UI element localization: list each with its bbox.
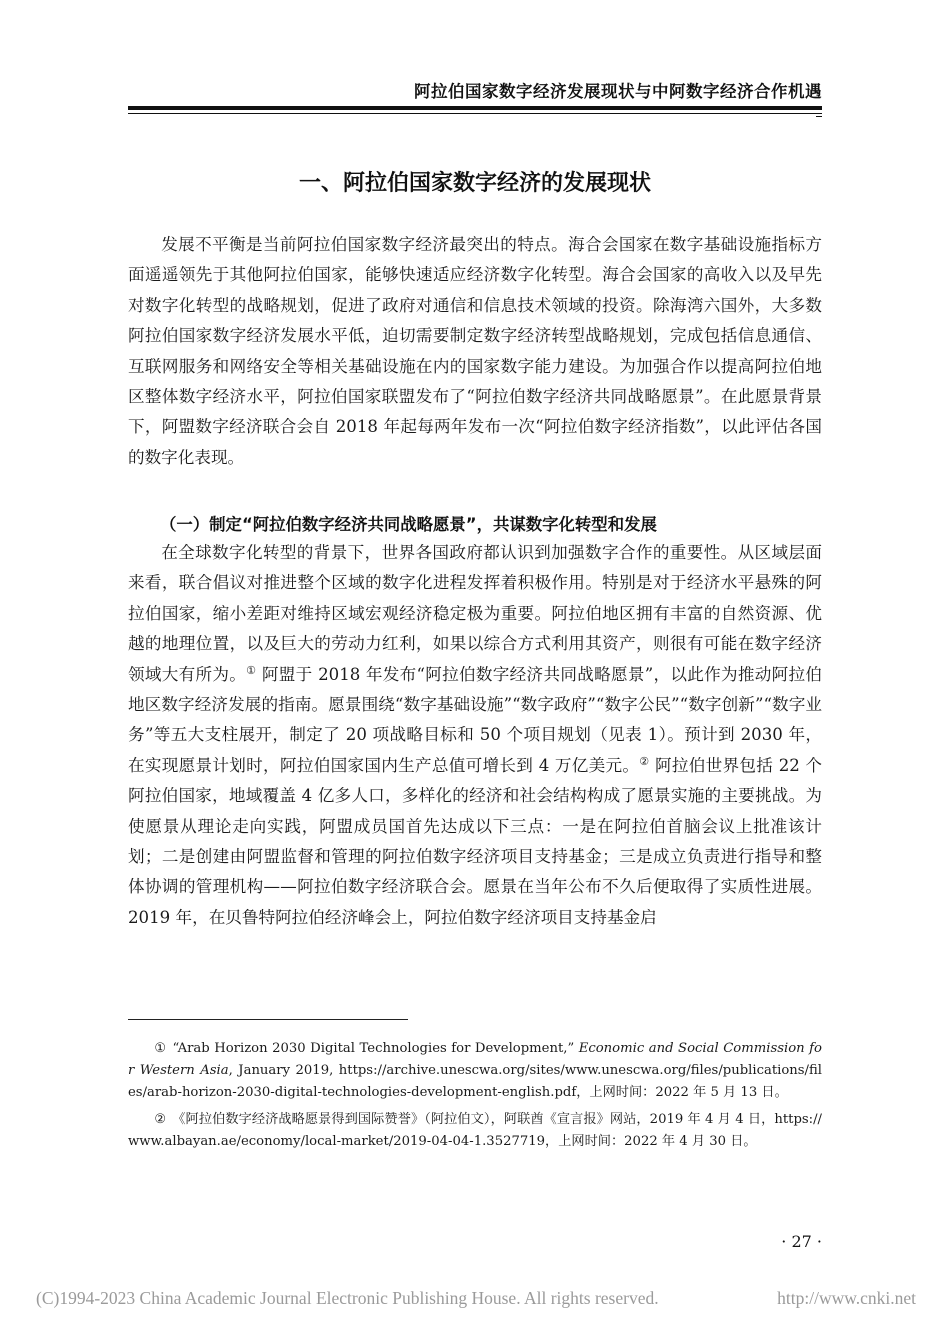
footnote-ref-2[interactable]: ② <box>639 754 650 768</box>
copyright-footer <box>36 1288 916 1309</box>
footer-url[interactable]: http://www.cnki.net <box>777 1288 916 1308</box>
copyright-text: (C)1994-2023 China Academic Journal Electronic Publishing House. All rights reserved. <box>36 1288 659 1308</box>
paragraph-1 <box>128 230 822 473</box>
paragraph-2-part-a: 在全球数字化转型的背景下，世界各国政府都认识到加强数字合作的重要性。从区域层面来看，联合倡议对推进整个区域的数字化进程发挥着积极作用。特别是对于经济水平悬殊的阿拉伯国家，缩小差距对维持区域宏观经济稳定极为重要。阿拉伯地区拥有丰富的自然资源、优越的地理位置，以及巨大的劳动力红利，如果以综合方式利用其资产，则很有可能在数字经济领域大有所为。 <box>128 543 822 684</box>
running-header-title: 阿拉伯国家数字经济发展现状与中阿数字经济合作机遇 <box>414 82 822 101</box>
paragraph-2-text <box>128 538 822 933</box>
paragraph-2-part-c: 阿拉伯世界包括 22 个阿拉伯国家，地域覆盖 4 亿多人口，多样化的经济和社会结构构成了愿景实施的主要挑战。为使愿景从理论走向实践，阿盟成员国首先达成以下三点：一是在阿拉伯首脑会议上批准该计划；二是创建由阿盟监督和管理的阿拉伯数字经济项目支持基金；三是成立负责进行指导和整体协调的管理机构——阿拉伯数字经济联合会。愿景在当年公布不久后便取得了实质性进展。2019 年，在贝鲁特阿拉伯经济峰会上，阿拉伯数字经济项目支持基金启 <box>128 755 822 927</box>
footnote-1-source: Economic and Social Commission for Western Asia <box>128 1041 822 1078</box>
page-number: · 27 · <box>781 1232 822 1251</box>
footnote-1-text-b: , January 2019, https://archive.unescwa.org/sites/www.unescwa.org/files/publications/files/arab-horizon-2030-digital-technologies-development-english.pdf，上网时间：2022 年 5 月 13 日。 <box>128 1063 822 1100</box>
paragraph-1-text: 发展不平衡是当前阿拉伯国家数字经济最突出的特点。海合会国家在数字基础设施指标方面遥遥领先于其他阿拉伯国家，能够快速适应经济数字化转型。海合会国家的高收入以及早先对数字化转型的战略规划，促进了政府对通信和信息技术领域的投资。除海湾六国外，大多数阿拉伯国家数字经济发展水平低，迫切需要制定数字经济转型战略规划，完成包括信息通信、互联网服务和网络安全等相关基础设施在内的国家数字能力建设。为加强合作以提高阿拉伯地区整体数字经济水平，阿拉伯国家联盟发布了“阿拉伯数字经济共同战略愿景”。在此愿景背景下，阿盟数字经济联合会自 2018 年起每两年发布一次“阿拉伯数字经济指数”，以此评估各国的数字化表现。 <box>128 235 822 467</box>
header-rule-thin <box>128 113 822 114</box>
subsection-heading: （一）制定“阿拉伯数字经济共同战略愿景”，共谋数字化转型和发展 <box>160 515 657 534</box>
header-rule-stub <box>816 116 822 117</box>
paragraph-2 <box>128 538 822 933</box>
footnote-2-mark: ② <box>154 1112 167 1127</box>
footnote-1-text-a: “Arab Horizon 2030 Digital Technologies for Development,” <box>172 1041 575 1056</box>
footnotes <box>128 1038 822 1158</box>
footnote-1-mark: ① <box>154 1041 167 1056</box>
footnote-ref-1[interactable]: ① <box>246 663 257 677</box>
paragraph-2-part-b: 阿盟于 2018 年发布“阿拉伯数字经济共同战略愿景”，以此作为推动阿拉伯地区数字经济发展的指南。愿景围绕“数字基础设施”“数字政府”“数字公民”“数字创新”“数字业务”等五大支柱展开，制定了 20 项战略目标和 50 个项目规划（见表 1）。预计到 2030 年，在实现愿景计划时，阿拉伯国家国内生产总值可增长到 4 万亿美元。 <box>128 664 822 775</box>
footnote-1 <box>128 1038 822 1104</box>
header-rule-thick <box>128 106 822 110</box>
footnote-2-text: 《阿拉伯数字经济战略愿景得到国际赞誉》（阿拉伯文），阿联酋《宣言报》网站，2019 年 4 月 4 日，https://www.albayan.ae/economy/local-market/2019-04-04-1.3527719，上网时间：2022 年 4 月 30 日。 <box>128 1112 823 1149</box>
footnote-separator <box>128 1019 408 1020</box>
footnote-2 <box>128 1109 822 1153</box>
section-title: 一、阿拉伯国家数字经济的发展现状 <box>298 171 651 196</box>
